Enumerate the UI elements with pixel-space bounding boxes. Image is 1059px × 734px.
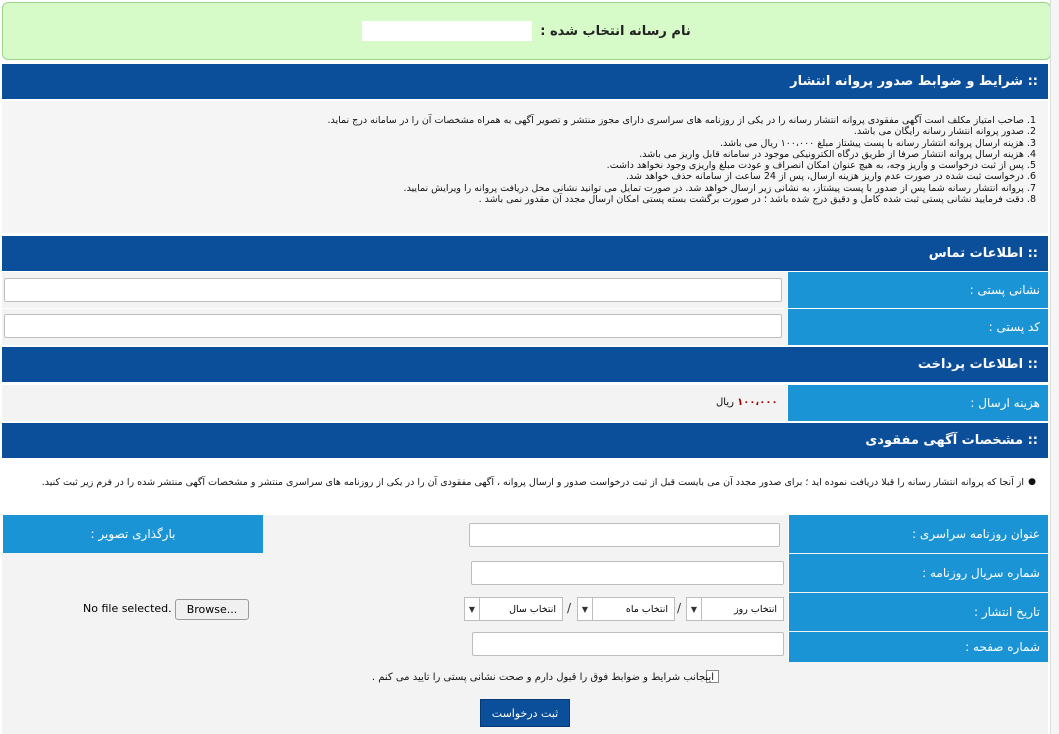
month-select[interactable]: [577, 597, 675, 621]
fee-value: [716, 397, 778, 408]
browse-button[interactable]: [175, 599, 249, 620]
year-select-value: انتخاب سال: [509, 603, 556, 615]
postal-code-input[interactable]: [4, 314, 782, 338]
page-label: [788, 632, 1048, 662]
serial-label-text: شماره سریال روزنامه :: [922, 566, 1040, 580]
newspaper-title-input[interactable]: [469, 523, 780, 547]
submit-label: ثبت درخواست: [491, 706, 559, 720]
submit-button[interactable]: [480, 699, 570, 727]
postal-code-label: [787, 309, 1048, 345]
chevron-down-icon: ▼: [578, 598, 593, 620]
rules-box: [2, 101, 1048, 233]
selected-media-value: [362, 21, 532, 41]
newspaper-title-label-text: عنوان روزنامه سراسری :: [912, 527, 1040, 541]
no-file-text: No file selected.: [83, 602, 172, 615]
ad-note: [2, 460, 1048, 514]
chevron-down-icon: ▼: [465, 598, 480, 620]
ad-section-title: :: مشخصات آگهی مفقودی: [865, 433, 1038, 448]
agree-text: اینجانب شرایط و ضوابط فوق را قبول دارم و صحت نشانی پستی را تایید می کنم .: [371, 672, 714, 683]
rules-section-header: [2, 64, 1048, 99]
contact-section-header: [2, 236, 1048, 271]
bullet-icon: ●: [1028, 477, 1036, 487]
payment-section-title: :: اطلاعات پرداخت: [917, 357, 1038, 372]
rule-item: 4. هزینه ارسال پروانه انتشار صرفا از طریق درگاه الکترونیکی موجود در سامانه قابل واریز می باشد.: [639, 148, 1036, 160]
postal-address-label-text: نشانی پستی :: [969, 283, 1040, 297]
postal-address-label: [787, 272, 1048, 308]
rules-list: [14, 115, 1036, 205]
rules-section-title: :: شرایط و ضوابط صدور پروانه انتشار: [790, 74, 1038, 89]
serial-label: [788, 554, 1048, 592]
month-select-value: انتخاب ماه: [625, 603, 668, 615]
selected-media-label: نام رسانه انتخاب شده :: [540, 23, 691, 39]
date-label-text: تاریخ انتشار :: [974, 605, 1040, 619]
fee-label: [787, 385, 1048, 421]
rule-item: 8. دقت فرمایید نشانی پستی ثبت شده کامل و دقیق درج شده باشد ؛ در صورت برگشت بسته پستی امکان ارسال مجدد آن مقدور نمی باشد .: [478, 194, 1036, 206]
page-label-text: شماره صفحه :: [965, 640, 1040, 654]
upload-label-text: بارگذاری تصویر :: [90, 527, 176, 541]
vertical-scrollbar[interactable]: [1050, 0, 1059, 734]
fee-label-text: هزینه ارسال :: [970, 396, 1040, 410]
selected-media-bar: [2, 2, 1051, 60]
year-select[interactable]: [464, 597, 563, 621]
postal-address-input[interactable]: [4, 278, 782, 302]
rule-item: 1. صاحب امتیاز مکلف است آگهی مفقودی پروانه انتشار رسانه را در یکی از روزنامه های سراسری دارای مجوز منتشر و تصویر آگهی به همراه مشخصات آن را در سامانه درج نماید.: [327, 115, 1036, 126]
page-input[interactable]: [472, 632, 784, 656]
fee-unit: ریال: [716, 397, 734, 408]
ad-section-header: [2, 423, 1048, 458]
day-select-value: انتخاب روز: [734, 603, 777, 615]
fee-amount: ۱۰۰،۰۰۰: [737, 397, 778, 408]
rule-item: 2. صدور پروانه انتشار رسانه رایگان می باشد.: [853, 126, 1036, 138]
contact-section-title: :: اطلاعات تماس: [928, 246, 1038, 261]
date-separator: /: [677, 601, 682, 615]
serial-input[interactable]: [471, 561, 784, 585]
date-label: [788, 593, 1048, 631]
chevron-down-icon: ▼: [687, 598, 702, 620]
ad-note-text: از آنجا که پروانه انتشار رسانه را قبلا دریافت نموده اید ؛ برای صدور مجدد آن می بایست قبل از ثبت درخواست صدور و ارسال پروانه ، آگهی مفقودی آن را در یکی از روزنامه های سراسری منتشر و مشخصات آگهی منتشر شده را در فرم زیر ثبت کنید.: [41, 477, 1024, 488]
date-separator: /: [567, 601, 572, 615]
rule-item: 3. هزینه ارسال پروانه انتشار رسانه با پست پیشتاز مبلغ ۱۰۰،۰۰۰ ریال می باشد.: [719, 137, 1036, 149]
browse-label: Browse...: [186, 603, 238, 616]
upload-label: [2, 515, 263, 553]
rule-item: 6. درخواست ثبت شده در صورت عدم واریز هزینه ارسال، پس از 24 ساعت از سامانه حذف خواهد شد.: [625, 171, 1036, 183]
day-select[interactable]: [686, 597, 784, 621]
payment-section-header: [2, 347, 1048, 382]
newspaper-title-label: [788, 515, 1048, 553]
rule-item: 7. پروانه انتشار رسانه شما پس از صدور با پست پیشتاز، به نشانی زیر ارسال خواهد شد. در صورت تمایل می توانید نشانی محل دریافت پروانه را ویرایش نمایید.: [403, 182, 1036, 194]
postal-code-label-text: کد پستی :: [988, 320, 1040, 334]
rule-item: 5. پس از ثبت درخواست و واریز وجه، به هیچ عنوان امکان انصراف و عودت مبلغ واریزی وجود نخواهد داشت.: [606, 160, 1036, 172]
